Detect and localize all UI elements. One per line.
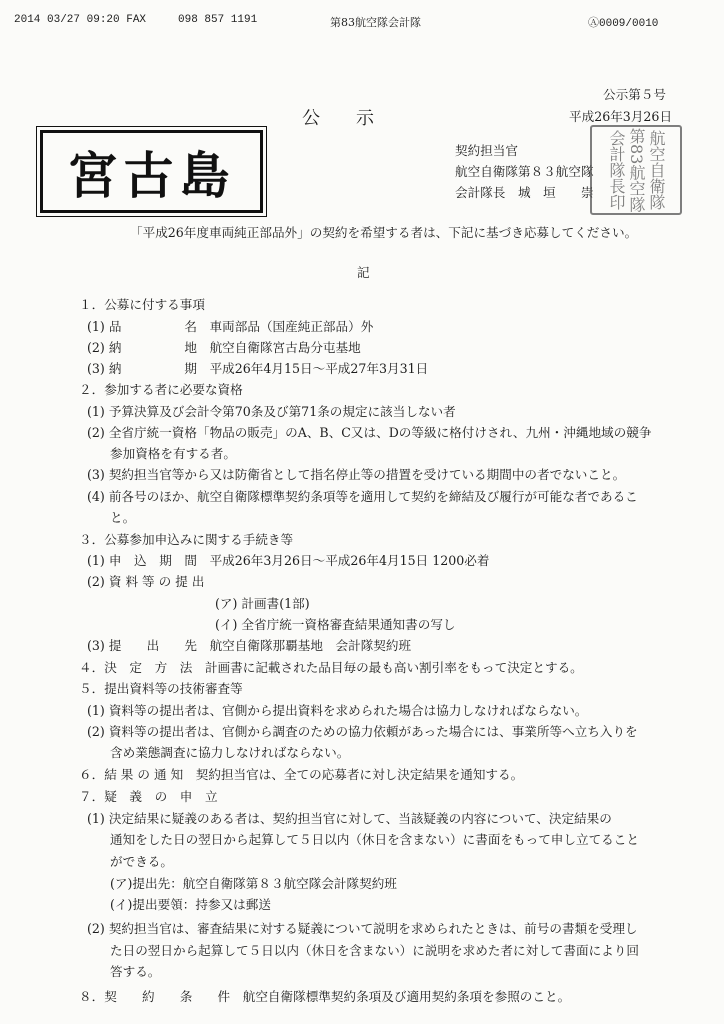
item-7-2-cont1: た日の翌日から起算して５日以内（休日を含まない）に説明を求めた者に対して書面により回 [110, 943, 639, 958]
section-4-heading: ４．決 定 方 法 計画書に記載された品目毎の最も高い割引率をもって決定とする。 [79, 660, 583, 675]
section-1-heading: １．公募に付する事項 [79, 297, 205, 312]
item-7-1-cont1: 通知をした日の翌日から起算して５日以内（休日を含まない）に書面をもって申し立てること [110, 832, 639, 847]
notice-date: 平成26年3月26日 [569, 109, 673, 124]
item-2-2-cont: 参加資格を有する者。 [110, 446, 236, 461]
item-7-1-cont2: ができる。 [110, 854, 173, 869]
section-8-heading: ８．契 約 条 件 航空自衛隊標準契約条項及び適用契約条項を参照のこと。 [79, 989, 571, 1004]
item-7-1-b: (イ)提出要領：持参又は郵送 [110, 897, 271, 912]
item-2-3: (3) 契約担当官等から又は防衛省として指名停止等の措置を受けている期間中の者でないこと。 [87, 467, 626, 482]
item-5-2: (2) 資料等の提出者は、官側から調査のための協力依頼があった場合には、事業所等へ立ち入りを [87, 724, 638, 739]
item-7-1: (1) 決定結果に疑義のある者は、契約担当官に対して、当該疑義の内容について、決定結果の [87, 811, 612, 826]
section-3-heading: ３．公募参加申込みに関する手続き等 [79, 532, 294, 547]
official-title: 契約担当官 [455, 143, 518, 158]
official-seal [590, 125, 682, 215]
section-7-heading: ７．疑 義 の 申 立 [79, 789, 218, 804]
item-1-3: (3) 納 期 平成26年4月15日～平成27年3月31日 [87, 361, 429, 376]
notice-number: 公示第５号 [603, 87, 666, 102]
official-name: 会計隊長 城 垣 崇 [455, 185, 594, 200]
location-stamp [40, 130, 263, 213]
section-6-heading: ６．結 果 の 通 知 契約担当官は、全ての応募者に対し決定結果を通知する。 [79, 767, 524, 782]
item-3-2: (2) 資 料 等 の 提 出 [87, 574, 205, 589]
official-unit: 航空自衛隊第８３航空隊 [455, 164, 594, 179]
item-3-1: (1) 申 込 期 間 平成26年3月26日～平成26年4月15日 1200必着 [87, 553, 490, 568]
page-title: 公 示 [302, 108, 374, 129]
fax-sender: 第83航空隊会計隊 [330, 16, 421, 29]
item-7-1-a: (ア)提出先：航空自衛隊第８３航空隊会計隊契約班 [110, 876, 397, 891]
official-seal-text: 航空自衛隊第83航空隊会計隊長印 [607, 127, 666, 213]
item-2-1: (1) 予算決算及び会計令第70条及び第71条の規定に該当しない者 [87, 404, 456, 419]
item-3-2-b: (イ) 全省庁統一資格審査結果通知書の写し [215, 617, 456, 632]
fax-number: 098 857 1191 [178, 14, 258, 26]
fax-page: Ⓐ0009/0010 [588, 18, 659, 30]
item-3-2-a: (ア) 計画書(1部) [215, 596, 310, 611]
item-7-2-cont2: 答する。 [110, 964, 161, 979]
item-3-3: (3) 提 出 先 航空自衛隊那覇基地 会計隊契約班 [87, 638, 412, 653]
item-5-2-cont: 含め業態調査に協力しなければならない。 [110, 745, 350, 760]
intro-text: 「平成26年度車両純正部品外」の契約を希望する者は、下記に基づき応募してください。 [130, 225, 638, 240]
item-1-2: (2) 納 地 航空自衛隊宮古島分屯基地 [87, 340, 361, 355]
item-2-4: (4) 前各号のほか、航空自衛隊標準契約条項等を適用して契約を締結及び履行が可能な者であるこ [87, 489, 638, 504]
section-5-heading: ５．提出資料等の技術審査等 [79, 681, 243, 696]
item-2-4-cont: と。 [110, 510, 136, 525]
fax-datetime: 2014 03/27 09:20 FAX [14, 14, 147, 26]
item-2-2: (2) 全省庁統一資格「物品の販売」のA、B、C又は、Dの等級に格付けされ、九州・沖縄地域の競争 [87, 425, 652, 440]
ki-heading: 記 [357, 265, 370, 280]
item-1-1: (1) 品 名 車両部品（国産純正部品）外 [87, 319, 374, 334]
item-7-2: (2) 契約担当官は、審査結果に対する疑義について説明を求められたときは、前号の書類を受理し [87, 921, 638, 936]
section-2-heading: ２．参加する者に必要な資格 [79, 382, 243, 397]
location-stamp-text: 宮古島 [67, 146, 236, 205]
item-5-1: (1) 資料等の提出者は、官側から提出資料を求められた場合は協力しなければならない。 [87, 703, 588, 718]
